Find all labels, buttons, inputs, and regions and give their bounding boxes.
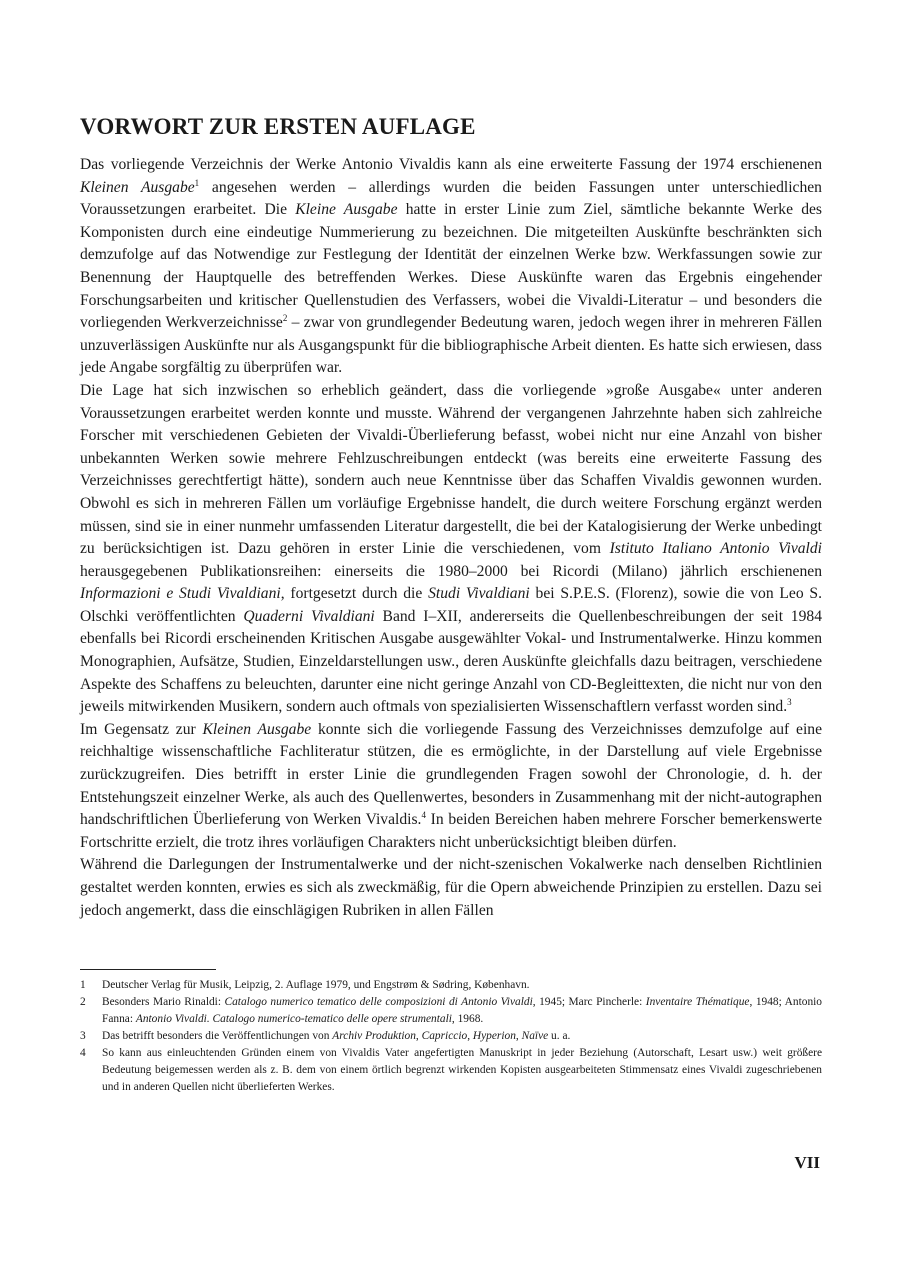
paragraph [80,854,822,922]
page-number: VII [794,1153,820,1172]
text-run: – zwar von grundlegender Bedeutung waren, jedoch wegen ihrer in mehreren Fällen unzuverlässigen Auskünfte nur als Ausgangspunkt für die bibliographische Arbeit dienten. Es hatte sich erwiesen, dass jede Angabe sorgfältig zu überprüfen war. [80,314,822,377]
italic-text: Antonio Vivaldi. Catalogo numerico-tematico delle opere strumentali [135,1013,452,1025]
text-run: bei S.P.E.S. (Florenz), sowie die von Leo S. Olschki veröffentlichten [80,585,823,625]
text-run: Im Gegensatz zur [80,720,203,738]
text-run: angesehen werden – allerdings wurden die beiden Fassungen unter unterschiedlichen Voraussetzungen erarbeitet. Die [80,178,822,219]
text-run: , [415,1030,422,1042]
text-run: , fortgesetzt durch die [280,585,429,603]
footnote-text [102,994,822,1028]
text-run: In beiden Bereichen haben mehrere Forscher bemerkenswerte Fortschritte erzielt, die trotz ihres vorläufigen Charakters nicht unberücksichtigt bleiben dürfen. [80,811,822,851]
footnote [80,977,822,994]
text-run: , 1945; Marc Pincherle: [532,996,646,1008]
footnote-number: 1 [80,979,86,991]
italic-text: Kleinen Ausgabe [202,720,312,738]
footnote-reference: 1 [194,177,200,188]
footnote-number: 2 [80,996,86,1008]
italic-text: Quaderni Vivaldiani [243,607,375,625]
footnote [80,1045,822,1096]
paragraph [80,719,822,855]
text-run: Das betrifft besonders die Veröffentlichungen von [102,1030,333,1042]
text-run: , 1968. [451,1013,484,1025]
body-text [80,154,822,922]
italic-text: Studi Vivaldiani [428,585,530,603]
paragraph [80,154,822,380]
footnotes [80,977,822,1096]
text-run: So kann aus einleuchtenden Gründen einem von Vivaldis Vater angefertigten Manuskript in jeder Beziehung (Autorschaft, Lesart usw.) weit größere Bedeutung beigemessen werden als z. B. dem von einem örtlich begrenzt wirkenden Kopisten ausgearbeiteten Stimmensatz eines Vivaldi zugeschriebenen und in anderen Quellen nicht überlieferten Werkes. [102,1047,822,1093]
footnote-reference: 2 [282,313,288,324]
footnote-separator [80,969,216,970]
footnote-text [102,977,822,994]
footnote-number: 4 [80,1047,86,1059]
italic-text: Inventaire Thématique [645,996,750,1008]
italic-text: Naïve [521,1030,549,1042]
footnote-reference: 3 [787,697,792,708]
italic-text: Informazioni e Studi Vivaldiani [80,585,281,603]
footnote [80,1028,822,1045]
text-run: Während die Darlegungen der Instrumentalwerke und der nicht-szenischen Vokalwerke nach denselben Richtlinien gestaltet werden konnten, erwies es sich als zweckmäßig, für die Opern abweichende Prinzipien zu erstellen. Dazu sei jedoch angemerkt, dass die einschlägigen Rubriken in allen Fällen [80,856,822,919]
text-run: u. a. [548,1030,571,1042]
text-run: Band I–XII, andererseits die Quellenbeschreibungen der seit 1984 ebenfalls bei Ricordi erscheinenden Kritischen Ausgabe ausgewählter Vokal- und Instrumentalwerke. Hinzu kommen Monographien, Aufsätze, Studien, Einzeldarstellungen usw., deren Auskünfte gleichfalls dazu beitragen, verschiedene Aspekte des Schaffens zu beleuchten, darunter eine nicht geringe Anzahl von CD-Begleittexten, die nicht nur von den jeweils mitwirkenden Musikern, sondern auch oftmals von spezialisierten Wissenschaftlern verfasst worden sind. [80,607,822,716]
text-run: Deutscher Verlag für Musik, Leipzig, 2. Auflage 1979, und Engstrøm & Sødring, København. [102,979,530,991]
text-run: , 1948; Antonio Fanna: [102,996,822,1025]
italic-text: Istituto Italiano Antonio Vivaldi [609,540,823,558]
text-run: Die Lage hat sich inzwischen so erheblich geändert, dass die vorliegende »große Ausgabe« unter anderen Voraussetzungen erarbeitet werden konnte und musste. Während der vergangenen Jahrzehnte haben sich zahlreiche Forscher mit verschiedenen Gebieten der Vivaldi-Überlieferung befasst, wobei nicht nur eine Anzahl von bisher unbekannten Werken sowie mehrere Fehlzuschreibungen entdeckt (was bereits eine erweiterte Fassung des Verzeichnisses gerechtfertigt hätte), sondern auch neue Kenntnisse über das Schaffen Vivaldis gewonnen wurden. Obwohl es sich in mehreren Fällen um vorläufige Ergebnisse handelt, die durch weitere Forschung ergänzt werden müssen, sind sie in einer nunmehr umfassenden Literatur dargestellt, die bei der Katalogisierung der Werke unbedingt zu berücksichtigen ist. Dazu gehören in erster Linie die verschiedenen, vom [80,381,822,558]
footnote-reference: 4 [421,810,426,821]
italic-text: Catalogo numerico tematico delle composizioni di Antonio Vivaldi [224,996,533,1008]
italic-text: Hyperion [472,1030,516,1042]
italic-text: Archiv Produktion [332,1030,416,1042]
footnote-number: 3 [80,1030,86,1042]
text-run: herausgegebenen Publikationsreihen: einerseits die 1980–2000 bei Ricordi (Milano) jährlich erschienenen [80,562,822,580]
paragraph [80,380,822,719]
footnote-text [102,1045,822,1096]
page-title: VORWORT ZUR ERSTEN AUFLAGE [80,114,476,139]
footnote-text [102,1028,822,1045]
text-run: Besonders Mario Rinaldi: [102,996,225,1008]
text-run: , [467,1030,473,1042]
italic-text: Kleine Ausgabe [295,201,398,219]
text-run: hatte in erster Linie zum Ziel, sämtliche bekannte Werke des Komponisten durch eine eindeutige Nummerierung zu bezeichnen. Die mitgeteilten Auskünfte beschränkten sich demzufolge auf das Notwendige zur Festlegung der Identität der einzelnen Werke bzw. Werkfassungen sowie zur Benennung der Hauptquelle des betreffenden Werkes. Diese Auskünfte waren das Ergebnis eingehender Forschungsarbeiten und kritischer Quellenstudien des Verfassers, wobei die Vivaldi-Literatur – und besonders die vorliegenden Werkverzeichnisse [80,201,822,332]
italic-text: Kleinen Ausgabe [80,178,195,196]
text-run: , [515,1030,522,1042]
italic-text: Capriccio [421,1030,468,1042]
footnote [80,994,822,1028]
text-run: Das vorliegende Verzeichnis der Werke Antonio Vivaldis kann als eine erweiterte Fassung der 1974 erschienenen [80,156,822,173]
text-run: konnte sich die vorliegende Fassung des Verzeichnisses demzufolge auf eine reichhaltige wissenschaftliche Fachliteratur stützen, die es ermöglichte, in der Darstellung auf viele Ergebnisse zurückzugreifen. Dies betrifft in erster Linie die grundlegenden Fragen sowohl der Chronologie, d. h. der Entstehungszeit einzelner Werke, als auch des Quellenwertes, besonders in Zusammenhang mit der nicht-autographen handschriftlichen Überlieferung von Werken Vivaldis. [80,720,822,829]
